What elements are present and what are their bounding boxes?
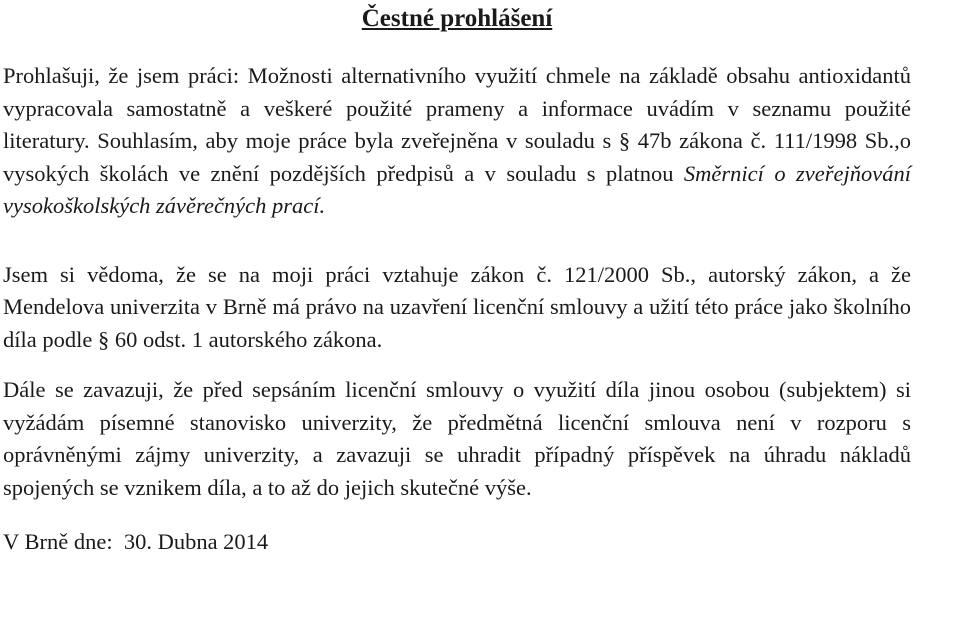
date-line (3, 526, 911, 558)
license-paragraph: Dále se zavazuji, že před sepsáním licenční smlouvy o využití díla jinou osobou (subjektem) si vyžádám písemné stanovisko univerzity, že předmětná licenční smlouva není v rozporu s oprávněnými zájmy univerzity, a zavazuji se uhradit případný příspěvek na úhradu nákladů spojených se vznikem díla, a to až do jejich skutečné výše. (3, 377, 911, 500)
declaration-paragraph (3, 60, 911, 223)
directive-reference: Směrnicí o zveřejňování vysokoškolských závěrečných prací. (3, 160, 911, 218)
declaration-text: Prohlašuji, že jsem práci: Možnosti alternativního využití chmele na základě obsahu antioxidantů vypracovala samostatně a veškeré použité prameny a informace uvádím v seznamu použité literatury. Souhlasím, aby moje práce byla zveřejněna v souladu s § 47b zákona č. 111/1998 Sb.,o vysokých školách ve znění pozdějších předpisů a v souladu s platnou (3, 63, 911, 186)
page-title: Čestné prohlášení (361, 5, 553, 32)
date-text: V Brně dne: 30. Dubna 2014 (3, 529, 269, 554)
document-page (3, 0, 911, 558)
copyright-paragraph: Jsem si vědoma, že se na moji práci vztahuje zákon č. 121/2000 Sb., autorský zákon, a že Mendelova univerzita v Brně má právo na uzavření licenční smlouvy a užití této práce jako školního díla podle § 60 odst. 1 autorského zákona. (3, 261, 911, 352)
